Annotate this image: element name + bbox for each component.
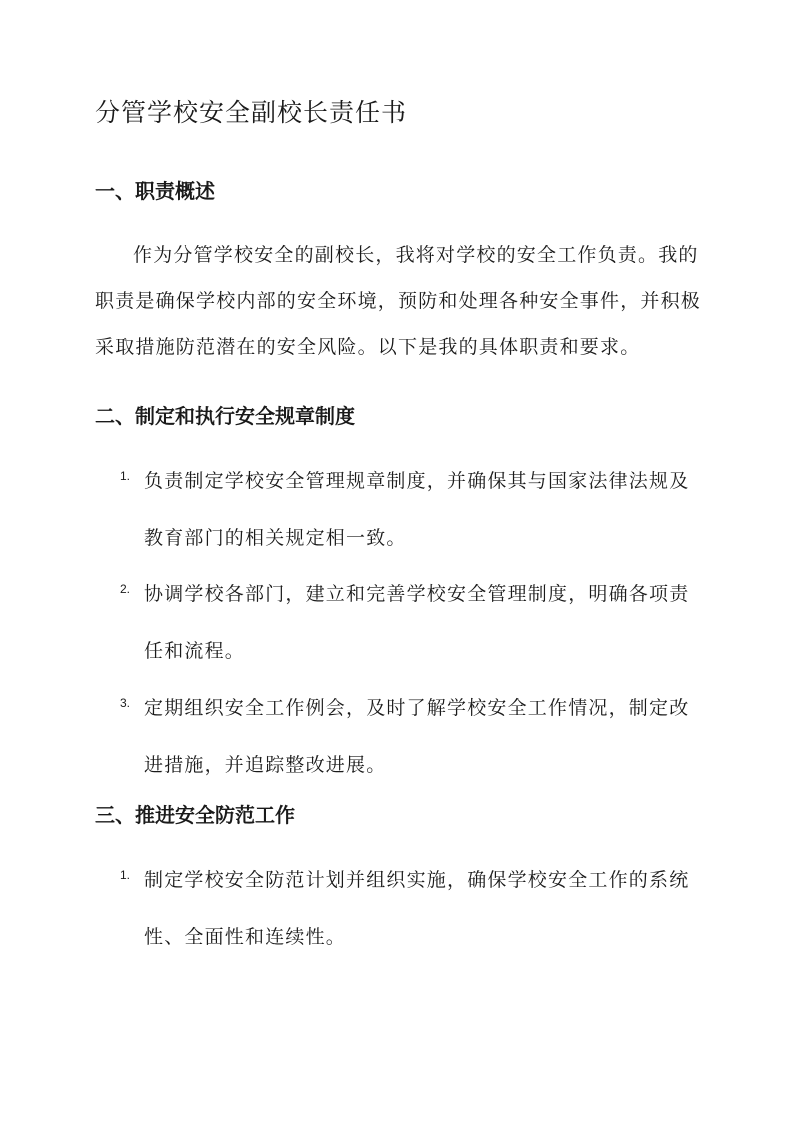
list-item: [120, 852, 690, 966]
document-title: 分管学校安全副校长责任书: [95, 98, 408, 127]
list-item-number: 1.: [120, 868, 131, 882]
section-heading-3: 三、推进安全防范工作: [95, 803, 295, 827]
list-item-text: 定期组织安全工作例会，及时了解学校安全工作情况，制定改进措施，并追踪整改进展。: [144, 697, 690, 776]
section-heading-2: 二、制定和执行安全规章制度: [95, 404, 355, 428]
section-1-paragraph: 作为分管学校安全的副校长，我将对学校的安全工作负责。我的职责是确保学校内部的安全环境，预防和处理各种安全事件，并积极采取措施防范潜在的安全风险。以下是我的具体职责和要求。: [95, 244, 702, 358]
list-item-number: 1.: [120, 469, 131, 483]
section-heading-1: 一、职责概述: [95, 179, 215, 203]
list-item-number: 2.: [120, 582, 131, 596]
list-item: [120, 453, 690, 567]
list-item-text: 负责制定学校安全管理规章制度，并确保其与国家法律法规及教育部门的相关规定相一致。: [144, 470, 690, 549]
list-item-text: 协调学校各部门，建立和完善学校安全管理制度，明确各项责任和流程。: [144, 583, 690, 662]
list-item: [120, 566, 690, 680]
list-item: [120, 680, 690, 794]
list-item-text: 制定学校安全防范计划并组织实施，确保学校安全工作的系统性、全面性和连续性。: [144, 869, 690, 948]
list-item-number: 3.: [120, 696, 131, 710]
